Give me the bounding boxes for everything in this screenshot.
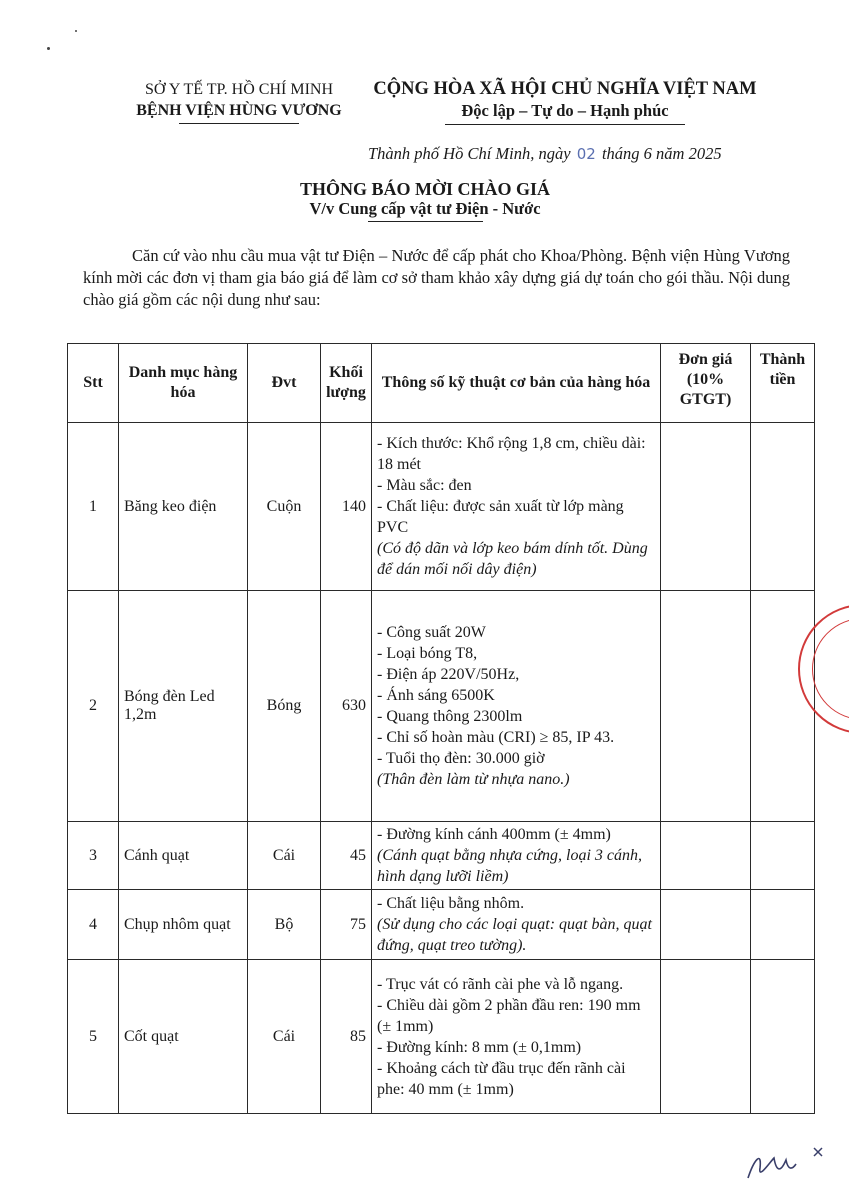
spec-line: - Đường kính: 8 mm (± 0,1mm) (377, 1038, 582, 1056)
row-unit: Cuộn (248, 423, 321, 591)
title-underline (368, 221, 483, 222)
row-unit: Cái (248, 822, 321, 890)
table-row (68, 423, 815, 591)
spec-line: - Khoảng cách từ đầu trục đến rãnh cài phe: 40 mm (± 1mm) (377, 1059, 626, 1098)
row-quantity: 85 (321, 960, 372, 1114)
row-unit-price (661, 890, 751, 960)
handwritten-initials (740, 1140, 840, 1185)
col-header-name: Danh mục hàng hóa (119, 344, 248, 423)
col-header-qty: Khối lượng (321, 344, 372, 423)
spec-note: (Thân đèn làm từ nhựa nano.) (377, 771, 570, 788)
col-header-spec: Thông số kỹ thuật cơ bản của hàng hóa (372, 344, 661, 423)
row-quantity: 75 (321, 890, 372, 960)
row-quantity: 140 (321, 423, 372, 591)
row-unit-price (661, 423, 751, 591)
spec-line: - Công suất 20W (377, 624, 486, 641)
date-month: 6 (643, 144, 652, 163)
table-row (68, 591, 815, 822)
row-specification (372, 822, 661, 890)
spec-note: (Sử dụng cho các loại quạt: quạt bàn, quạt đứng, quạt treo tường). (377, 916, 652, 954)
row-unit-price (661, 822, 751, 890)
row-stt: 1 (68, 423, 119, 591)
row-specification (372, 890, 661, 960)
org-underline (179, 123, 299, 124)
spec-line: - Quang thông 2300lm (377, 708, 523, 725)
intro-paragraph (83, 245, 790, 311)
row-quantity: 630 (321, 591, 372, 822)
table-row (68, 960, 815, 1114)
goods-table (67, 343, 815, 1114)
row-item-name: Cánh quạt (119, 822, 248, 890)
table-header-row (68, 344, 815, 423)
spec-line: - Kích thước: Khổ rộng 1,8 cm, chiều dài: 18 mét (377, 435, 646, 473)
national-motto: Độc lập – Tự do – Hạnh phúc (461, 101, 669, 120)
row-item-name: Chụp nhôm quạt (119, 890, 248, 960)
national-heading (350, 78, 780, 125)
date-middle: tháng (597, 144, 644, 163)
row-unit-price (661, 960, 751, 1114)
row-item-name: Bóng đèn Led 1,2m (119, 591, 248, 822)
issue-date (368, 144, 722, 164)
scan-speck (47, 47, 50, 50)
row-total (751, 423, 815, 591)
scan-speck (75, 30, 77, 32)
date-day: 02 (576, 145, 596, 163)
spec-line: - Chỉ số hoàn màu (CRI) ≥ 85, IP 43. (377, 729, 615, 746)
row-quantity: 45 (321, 822, 372, 890)
spec-line: - Loại bóng T8, (377, 645, 478, 662)
spec-note: (Cánh quạt bằng nhựa cứng, loại 3 cánh, hình dạng lưỡi liềm) (377, 847, 642, 885)
spec-line: - Chiều dài gồm 2 phần đầu ren: 190 mm (± 1mm) (377, 996, 641, 1035)
row-total (751, 591, 815, 822)
row-total (751, 960, 815, 1114)
intro-text: Căn cứ vào nhu cầu mua vật tư Điện – Nước để cấp phát cho Khoa/Phòng. Bệnh viện Hùng Vương kính mời các đơn vị tham gia báo giá để làm cơ sở tham khảo xây dựng giá dự toán cho gói thầu. Nội dung chào giá gồm các nội dung như sau: (83, 246, 790, 309)
row-stt: 5 (68, 960, 119, 1114)
spec-line: - Chất liệu: được sản xuất từ lớp màng PVC (377, 498, 624, 536)
row-specification (372, 423, 661, 591)
motto-underline (445, 124, 685, 125)
spec-line: - Điện áp 220V/50Hz, (377, 666, 520, 683)
row-specification (372, 591, 661, 822)
row-specification (372, 960, 661, 1114)
hospital-name: BỆNH VIỆN HÙNG VƯƠNG (136, 102, 342, 119)
row-item-name: Cốt quạt (119, 960, 248, 1114)
document-title-block (170, 179, 680, 222)
date-suffix: năm 2025 (651, 144, 722, 163)
col-header-price: Đơn giá (10% GTGT) (661, 344, 751, 423)
row-unit: Bóng (248, 591, 321, 822)
col-header-stt: Stt (68, 344, 119, 423)
col-header-total: Thành tiền (751, 344, 815, 423)
row-stt: 4 (68, 890, 119, 960)
table-body (68, 423, 815, 1114)
document-subject: V/v Cung cấp vật tư Điện - Nước (309, 199, 541, 218)
row-unit: Bộ (248, 890, 321, 960)
spec-line: - Ánh sáng 6500K (377, 687, 495, 704)
spec-line: - Chất liệu bằng nhôm. (377, 895, 525, 912)
issuing-organization (112, 79, 366, 124)
spec-line: - Màu sắc: đen (377, 477, 472, 494)
row-stt: 2 (68, 591, 119, 822)
spec-line: - Tuổi thọ đèn: 30.000 giờ (377, 750, 545, 767)
row-total (751, 890, 815, 960)
date-prefix: Thành phố Hồ Chí Minh, ngày (368, 144, 575, 163)
table-row (68, 890, 815, 960)
nation-name: CỘNG HÒA XÃ HỘI CHỦ NGHĨA VIỆT NAM (373, 79, 757, 99)
document-title: THÔNG BÁO MỜI CHÀO GIÁ (299, 179, 550, 199)
col-header-unit: Đvt (248, 344, 321, 423)
row-total (751, 822, 815, 890)
spec-line: - Trục vát có rãnh cài phe và lỗ ngang. (377, 975, 624, 993)
row-stt: 3 (68, 822, 119, 890)
spec-line: - Đường kính cánh 400mm (± 4mm) (377, 826, 611, 843)
spec-note: (Có độ dãn và lớp keo bám dính tốt. Dùng để dán mối nối dây điện) (377, 540, 648, 578)
parent-agency: SỞ Y TẾ TP. HỒ CHÍ MINH (144, 81, 333, 98)
row-item-name: Băng keo điện (119, 423, 248, 591)
row-unit: Cái (248, 960, 321, 1114)
row-unit-price (661, 591, 751, 822)
table-row (68, 822, 815, 890)
